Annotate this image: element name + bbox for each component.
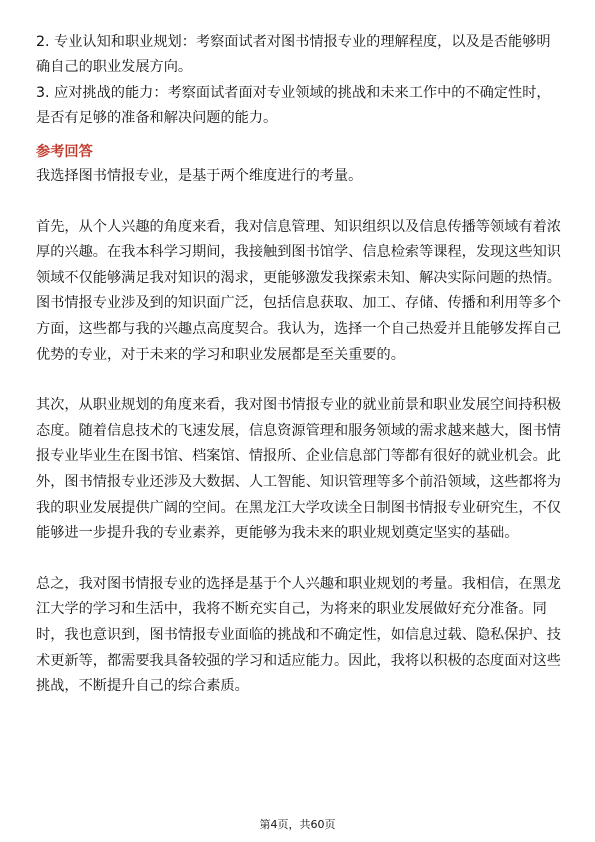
evaluation-point: 2. 专业认知和职业规划：考察面试者对图书情报专业的理解程度，以及是否能够明确自己的职业发展方向。 xyxy=(36,34,551,75)
answer-paragraph: 我选择图书情报专业，是基于两个维度进行的考量。 xyxy=(36,168,363,184)
evaluation-point: 3. 应对挑战的能力：考察面试者面对专业领域的挑战和未来工作中的不确定性时，是否有足够的准备和解决问题的能力。 xyxy=(36,85,551,126)
answer-paragraph: 其次，从职业规划的角度来看，我对图书情报专业的就业前景和职业发展空间持积极态度。随着信息技术的飞速发展，信息资源管理和服务领域的需求越来越大，图书情报专业毕业生在图书馆、档案馆、情报所、企业信息部门等都有很好的就业机会。此外，图书情报专业还涉及大数据、人工智能、知识管理等多个前沿领域，这些都将为我的职业发展提供广阔的空间。在黑龙江大学攻读全日制图书情报专业研究生，不仅能够进一步提升我的专业素养，更能够为我未来的职业规划奠定坚实的基础。 xyxy=(36,397,561,542)
document-page xyxy=(36,30,563,700)
answer-paragraph: 首先，从个人兴趣的角度来看，我对信息管理、知识组织以及信息传播等领域有着浓厚的兴趣。在我本科学习期间，我接触到图书馆学、信息检索等课程，发现这些知识领域不仅能够满足我对知识的渴求，更能够激发我探索未知、解决实际问题的热情。图书情报专业涉及到的知识面广泛，包括信息获取、加工、存储、传播和利用等多个方面，这些都与我的兴趣点高度契合。我认为，选择一个自己热爱并且能够发挥自己优势的专业，对于未来的学习和职业发展都是至关重要的。 xyxy=(36,218,561,363)
page-number-footer: 第4页，共60页 xyxy=(259,818,336,831)
reference-answer-heading: 参考回答 xyxy=(36,144,93,160)
answer-paragraph: 总之，我对图书情报专业的选择是基于个人兴趣和职业规划的考量。我相信，在黑龙江大学的学习和生活中，我将不断充实自己，为将来的职业发展做好充分准备。同时，我也意识到，图书情报专业面临的挑战和不确定性，如信息过载、隐私保护、技术更新等，都需要我具备较强的学习和适应能力。因此，我将以积极的态度面对这些挑战，不断提升自己的综合素质。 xyxy=(36,575,561,695)
